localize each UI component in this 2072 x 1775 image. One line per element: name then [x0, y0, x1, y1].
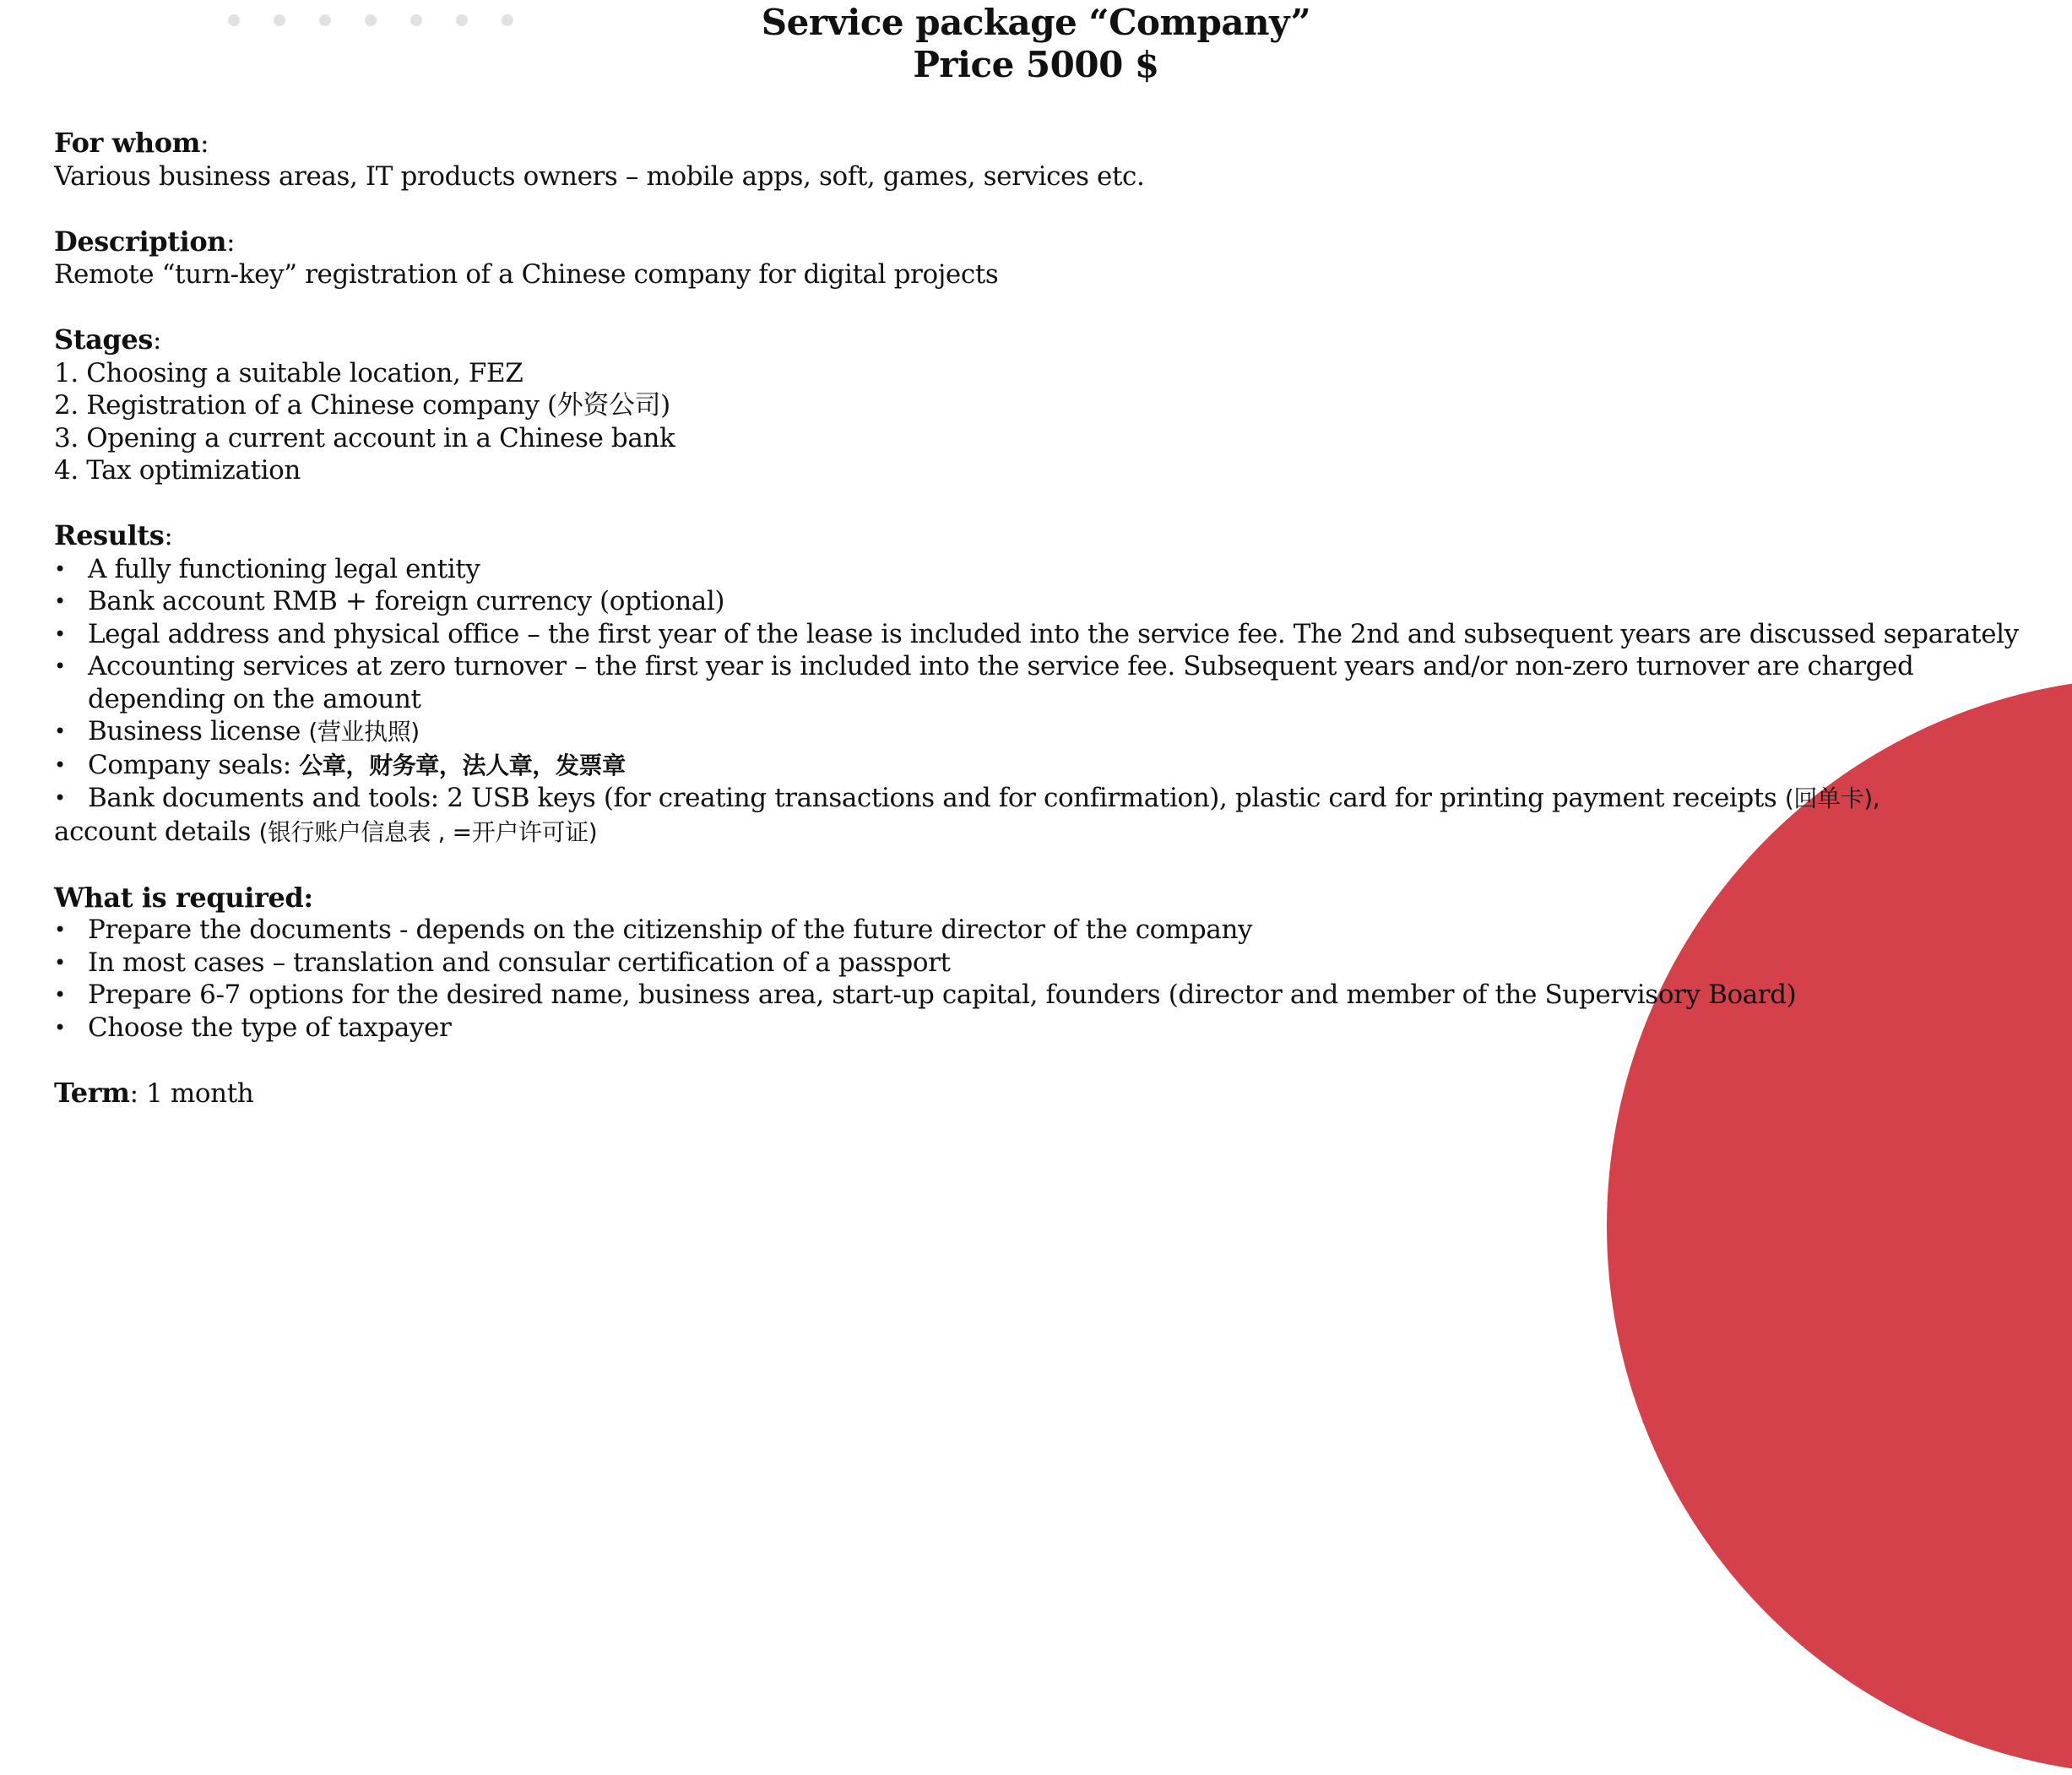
document-body [54, 127, 2047, 1110]
bank-docs-text: Bank documents and tools: 2 USB keys (for creating transactions and for confirmation), plastic card for printing payment receipts [88, 783, 1785, 813]
bank-docs-chinese: (回单卡), [1784, 784, 1880, 812]
required-list [54, 914, 2047, 1044]
stages-label: Stages [54, 323, 153, 356]
stage-item: 1. Choosing a suitable location, FEZ [54, 357, 523, 388]
result-item: • Accounting services at zero turnover – the first year is included into the service fee. Subsequent years and/or non-zero turnover are charged depending on the amount [54, 650, 2047, 715]
for-whom-heading: For whom: [54, 127, 209, 159]
account-details [54, 816, 2047, 850]
result-item-seals [54, 749, 2047, 783]
stage-item: 3. Opening a current account in a Chinese bank [54, 422, 675, 453]
result-item: • A fully functioning legal entity [54, 553, 2047, 586]
stages-heading: Stages: [54, 323, 162, 356]
description-text: Remote “turn-key” registration of a Chinese company for digital projects [54, 259, 999, 290]
results-list [54, 553, 2047, 816]
stage-item: 4. Tax optimization [54, 455, 301, 486]
description-heading: Description: [54, 225, 236, 258]
required-item: • Prepare the documents - depends on the citizenship of the future director of the company [54, 914, 2047, 947]
page-header [0, 2, 2072, 86]
stage-item: 2. Registration of a Chinese company (外资公司) [54, 390, 670, 421]
results-label: Results [54, 519, 165, 551]
price: Price 5000 $ [913, 44, 1159, 85]
account-chinese: (银行账户信息表 , =开户许可证) [258, 817, 598, 846]
account-text: account details [54, 816, 259, 847]
required-heading: What is required: [54, 881, 313, 914]
required-item: • Choose the type of taxpayer [54, 1012, 2047, 1045]
result-item-bank-docs [54, 782, 2047, 816]
seals-text: Company seals: [88, 749, 300, 780]
license-text: Business license [88, 716, 309, 746]
for-whom-text: Various business areas, IT products owners – mobile apps, soft, games, services etc. [54, 160, 1145, 192]
page-title: Service package “Company” [761, 2, 1311, 43]
license-chinese: (营业执照) [308, 718, 420, 746]
required-item: • In most cases – translation and consular certification of a passport [54, 947, 2047, 980]
result-item-license [54, 715, 2047, 749]
result-item: • Legal address and physical office – the first year of the lease is included into the service fee. The 2nd and subsequent years are discussed separately [54, 618, 2047, 651]
term-label: Term [54, 1076, 130, 1109]
term: Term: 1 month [54, 1076, 254, 1109]
for-whom-label: For whom [54, 127, 201, 159]
results-heading: Results: [54, 519, 173, 551]
term-value: 1 month [146, 1077, 254, 1109]
description-label: Description [54, 225, 227, 258]
required-item: • Prepare 6-7 options for the desired name, business area, start-up capital, founders (director and member of the Supervisory Board) [54, 979, 2047, 1012]
result-item: • Bank account RMB + foreign currency (optional) [54, 585, 2047, 618]
seals-chinese: 公章，财务章，法人章，发票章 [299, 751, 626, 779]
